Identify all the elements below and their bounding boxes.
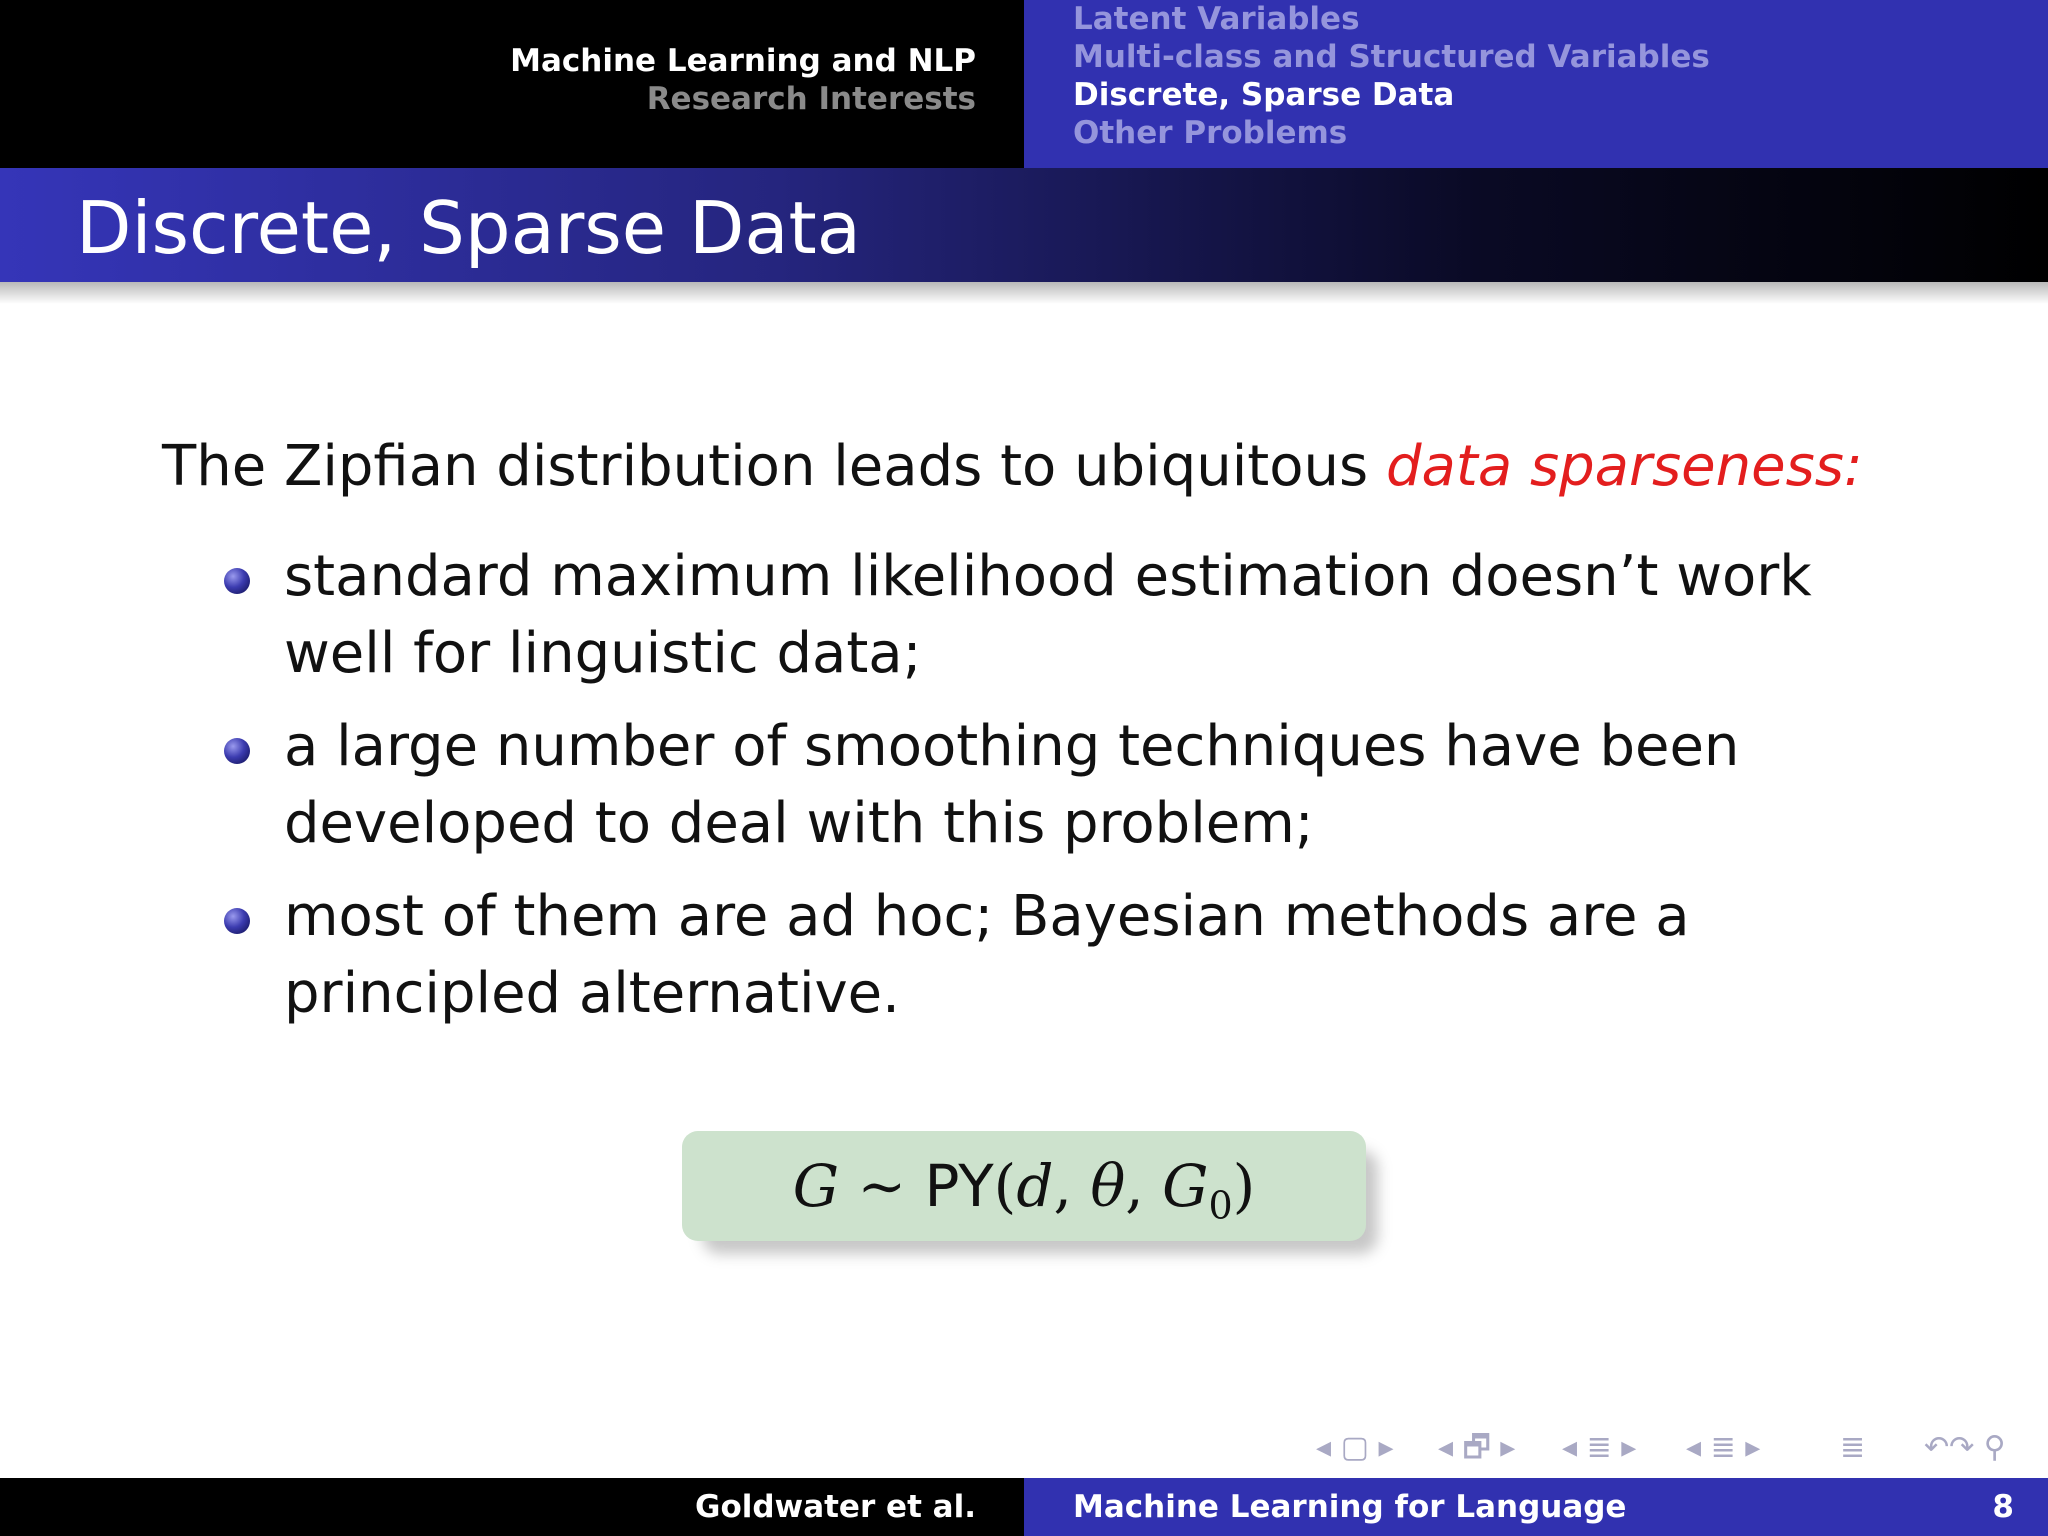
nav-subsection-latent-variables[interactable]: Latent Variables <box>1073 1 1360 37</box>
bullet-ball-icon <box>224 738 250 764</box>
formula-subscript: 0 <box>1208 1183 1233 1228</box>
formula-arg-g: G <box>1162 1152 1209 1220</box>
nav-subsection-other-problems[interactable]: Other Problems <box>1073 115 1348 151</box>
nav-section-ml-nlp[interactable]: Machine Learning and NLP <box>510 43 976 79</box>
intro-paragraph <box>162 433 1863 501</box>
header-sections <box>0 0 1024 168</box>
formula-relation: ∼ <box>857 1152 907 1220</box>
nav-section-icons[interactable]: ◂ ≣ ▸ <box>1562 1430 1637 1465</box>
formula-arg-d: d <box>1016 1152 1054 1220</box>
nav-frame-icons[interactable]: ◂ ▢ ▸ <box>1316 1430 1394 1465</box>
nav-subsection-icons[interactable]: ◂ 🗗 ▸ <box>1438 1430 1516 1465</box>
frame-title: Discrete, Sparse Data <box>76 186 861 270</box>
nav-part-icons[interactable]: ◂ ≣ ▸ <box>1686 1430 1761 1465</box>
bullet-ball-icon <box>224 908 250 934</box>
nav-section-research-interests[interactable]: Research Interests <box>646 81 976 117</box>
bullet-text: standard maximum likelihood estimation doesn’t work well for linguistic data; <box>284 544 1812 686</box>
bullet-text: most of them are ad hoc; Bayesian methods are a principled alternative. <box>284 884 1690 1026</box>
nav-subsection-multiclass[interactable]: Multi-class and Structured Variables <box>1073 39 1710 75</box>
nav-subsection-discrete-sparse[interactable]: Discrete, Sparse Data <box>1073 77 1455 113</box>
formula-block: G ∼ PY(d, θ, $G_0$) <box>682 1131 1366 1241</box>
intro-text: The Zipfian distribution leads to ubiquitous <box>162 434 1386 499</box>
nav-search-icons[interactable]: ↶↷ ⚲ <box>1924 1430 2006 1465</box>
formula-lhs: G <box>792 1152 840 1220</box>
bullet-ball-icon <box>224 568 250 594</box>
title-shadow <box>0 282 2048 304</box>
page-number: 8 <box>1992 1489 2014 1525</box>
formula-function: PY <box>924 1152 994 1220</box>
header-subsections <box>1024 0 2048 168</box>
nav-appendix-icon[interactable]: ≣ <box>1840 1430 1866 1465</box>
bullet-text: a large number of smoothing techniques have been developed to deal with this problem; <box>284 714 1740 856</box>
footer-left <box>0 1478 1024 1536</box>
formula-arg-theta: θ <box>1090 1152 1126 1220</box>
footer-title: Machine Learning for Language <box>1073 1489 1627 1525</box>
footer-author: Goldwater et al. <box>695 1489 976 1525</box>
footer-right <box>1024 1478 2048 1536</box>
alert-text: data sparseness: <box>1386 434 1863 499</box>
